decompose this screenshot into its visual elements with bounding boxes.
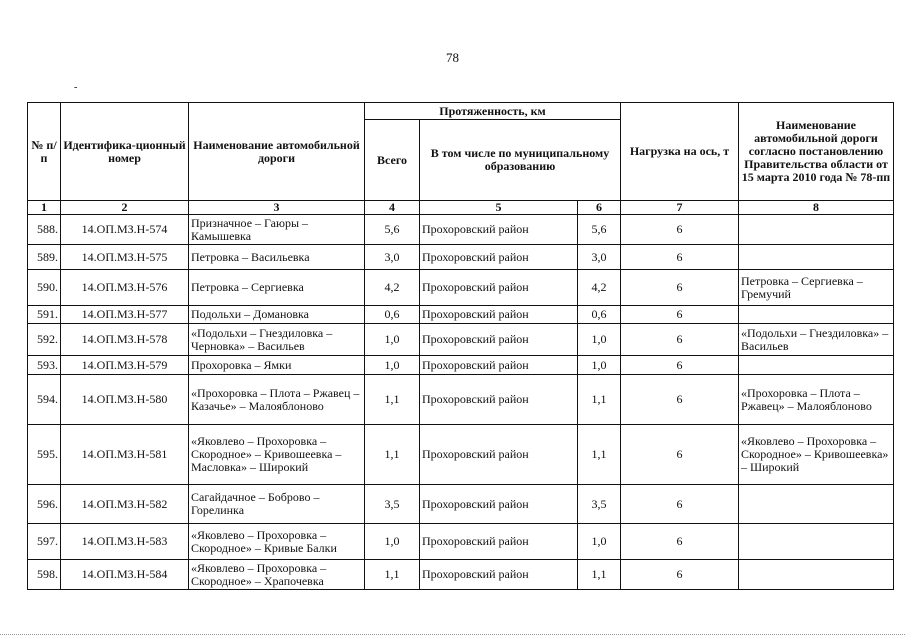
decree-name xyxy=(739,524,894,560)
district-length: 1,0 xyxy=(578,324,621,356)
district-length: 1,0 xyxy=(578,356,621,375)
table-row xyxy=(28,270,894,306)
column-number: 6 xyxy=(578,201,621,215)
decree-name: Петровка – Сергиевка – Гремучий xyxy=(739,270,894,306)
axle-load: 6 xyxy=(621,324,739,356)
district-length: 0,6 xyxy=(578,306,621,324)
district-name: Прохоровский район xyxy=(420,245,578,270)
table-row xyxy=(28,375,894,425)
header-num: № п/п xyxy=(28,103,61,201)
district-length: 5,6 xyxy=(578,215,621,245)
road-name: Прохоровка – Ямки xyxy=(189,356,365,375)
length-total: 1,1 xyxy=(365,425,420,485)
row-number: 589. xyxy=(28,245,61,270)
length-total: 1,0 xyxy=(365,524,420,560)
table-row xyxy=(28,245,894,270)
district-name: Прохоровский район xyxy=(420,425,578,485)
district-length: 3,0 xyxy=(578,245,621,270)
road-name: Петровка – Сергиевка xyxy=(189,270,365,306)
road-name: «Прохоровка – Плота – Ржавец – Казачье» – Малояблоново xyxy=(189,375,365,425)
column-number: 4 xyxy=(365,201,420,215)
axle-load: 6 xyxy=(621,356,739,375)
road-id: 14.ОП.МЗ.Н-581 xyxy=(61,425,189,485)
decree-name xyxy=(739,356,894,375)
header-id: Идентифика-ционный номер xyxy=(61,103,189,201)
header-mark: - xyxy=(74,82,78,93)
road-id: 14.ОП.МЗ.Н-579 xyxy=(61,356,189,375)
table-row xyxy=(28,524,894,560)
district-name: Прохоровский район xyxy=(420,215,578,245)
table-row xyxy=(28,560,894,590)
row-number: 597. xyxy=(28,524,61,560)
district-length: 1,0 xyxy=(578,524,621,560)
road-id: 14.ОП.МЗ.Н-582 xyxy=(61,485,189,524)
axle-load: 6 xyxy=(621,425,739,485)
page-number: 78 xyxy=(446,50,459,65)
district-length: 3,5 xyxy=(578,485,621,524)
row-number: 592. xyxy=(28,324,61,356)
header-decree: Наименование автомобильной дороги согласно постановлению Правительства области от 15 марта 2010 года № 78-пп xyxy=(739,103,894,201)
column-number-row xyxy=(28,201,894,215)
length-total: 1,0 xyxy=(365,356,420,375)
road-name: «Яковлево – Прохоровка – Скородное» – Кривые Балки xyxy=(189,524,365,560)
road-name: Петровка – Васильевка xyxy=(189,245,365,270)
district-name: Прохоровский район xyxy=(420,485,578,524)
road-name: «Подольхи – Гнездиловка – Черновка» – Васильев xyxy=(189,324,365,356)
row-number: 591. xyxy=(28,306,61,324)
district-name: Прохоровский район xyxy=(420,270,578,306)
axle-load: 6 xyxy=(621,306,739,324)
axle-load: 6 xyxy=(621,560,739,590)
axle-load: 6 xyxy=(621,245,739,270)
row-number: 593. xyxy=(28,356,61,375)
district-name: Прохоровский район xyxy=(420,356,578,375)
axle-load: 6 xyxy=(621,485,739,524)
length-total: 0,6 xyxy=(365,306,420,324)
column-number: 7 xyxy=(621,201,739,215)
header-load: Нагрузка на ось, т xyxy=(621,103,739,201)
decree-name: «Яковлево – Прохоровка – Скородное» – Кривошеевка» – Широкий xyxy=(739,425,894,485)
road-name: «Яковлево – Прохоровка – Скородное» – Кривошеевка – Масловка» – Широкий xyxy=(189,425,365,485)
road-name: Призначное – Гаюры – Камышевка xyxy=(189,215,365,245)
decree-name xyxy=(739,306,894,324)
row-number: 590. xyxy=(28,270,61,306)
axle-load: 6 xyxy=(621,270,739,306)
header-total: Всего xyxy=(365,120,420,201)
district-name: Прохоровский район xyxy=(420,306,578,324)
column-number: 3 xyxy=(189,201,365,215)
decree-name: «Подольхи – Гнездиловка» – Васильев xyxy=(739,324,894,356)
table-row xyxy=(28,215,894,245)
district-name: Прохоровский район xyxy=(420,324,578,356)
table-row xyxy=(28,425,894,485)
table-row xyxy=(28,356,894,375)
district-length: 4,2 xyxy=(578,270,621,306)
road-id: 14.ОП.МЗ.Н-574 xyxy=(61,215,189,245)
district-name: Прохоровский район xyxy=(420,560,578,590)
decree-name xyxy=(739,245,894,270)
column-number: 2 xyxy=(61,201,189,215)
header-name: Наименование автомобильной дороги xyxy=(189,103,365,201)
length-total: 3,5 xyxy=(365,485,420,524)
decree-name xyxy=(739,215,894,245)
table-body xyxy=(28,215,894,590)
decree-name xyxy=(739,485,894,524)
road-id: 14.ОП.МЗ.Н-584 xyxy=(61,560,189,590)
length-total: 1,1 xyxy=(365,560,420,590)
road-id: 14.ОП.МЗ.Н-575 xyxy=(61,245,189,270)
road-id: 14.ОП.МЗ.Н-583 xyxy=(61,524,189,560)
column-number: 5 xyxy=(420,201,578,215)
axle-load: 6 xyxy=(621,375,739,425)
row-number: 598. xyxy=(28,560,61,590)
length-total: 4,2 xyxy=(365,270,420,306)
page-edge-divider xyxy=(0,634,905,635)
road-id: 14.ОП.МЗ.Н-577 xyxy=(61,306,189,324)
district-length: 1,1 xyxy=(578,375,621,425)
column-number: 8 xyxy=(739,201,894,215)
length-total: 1,1 xyxy=(365,375,420,425)
column-number: 1 xyxy=(28,201,61,215)
table-row xyxy=(28,324,894,356)
row-number: 596. xyxy=(28,485,61,524)
axle-load: 6 xyxy=(621,524,739,560)
district-length: 1,1 xyxy=(578,560,621,590)
length-total: 5,6 xyxy=(365,215,420,245)
road-name: Сагайдачное – Боброво – Горелинка xyxy=(189,485,365,524)
roads-table xyxy=(27,102,894,590)
row-number: 595. xyxy=(28,425,61,485)
road-name: «Яковлево – Прохоровка – Скородное» – Храпочевка xyxy=(189,560,365,590)
header-length: Протяженность, км xyxy=(365,103,621,120)
table-row xyxy=(28,306,894,324)
district-length: 1,1 xyxy=(578,425,621,485)
road-id: 14.ОП.МЗ.Н-576 xyxy=(61,270,189,306)
row-number: 594. xyxy=(28,375,61,425)
table-row xyxy=(28,485,894,524)
header-including: В том числе по муниципальному образованию xyxy=(420,120,621,201)
row-number: 588. xyxy=(28,215,61,245)
decree-name: «Прохоровка – Плота – Ржавец» – Малояблоново xyxy=(739,375,894,425)
district-name: Прохоровский район xyxy=(420,524,578,560)
axle-load: 6 xyxy=(621,215,739,245)
road-id: 14.ОП.МЗ.Н-580 xyxy=(61,375,189,425)
length-total: 1,0 xyxy=(365,324,420,356)
road-name: Подольхи – Домановка xyxy=(189,306,365,324)
district-name: Прохоровский район xyxy=(420,375,578,425)
decree-name xyxy=(739,560,894,590)
road-id: 14.ОП.МЗ.Н-578 xyxy=(61,324,189,356)
length-total: 3,0 xyxy=(365,245,420,270)
